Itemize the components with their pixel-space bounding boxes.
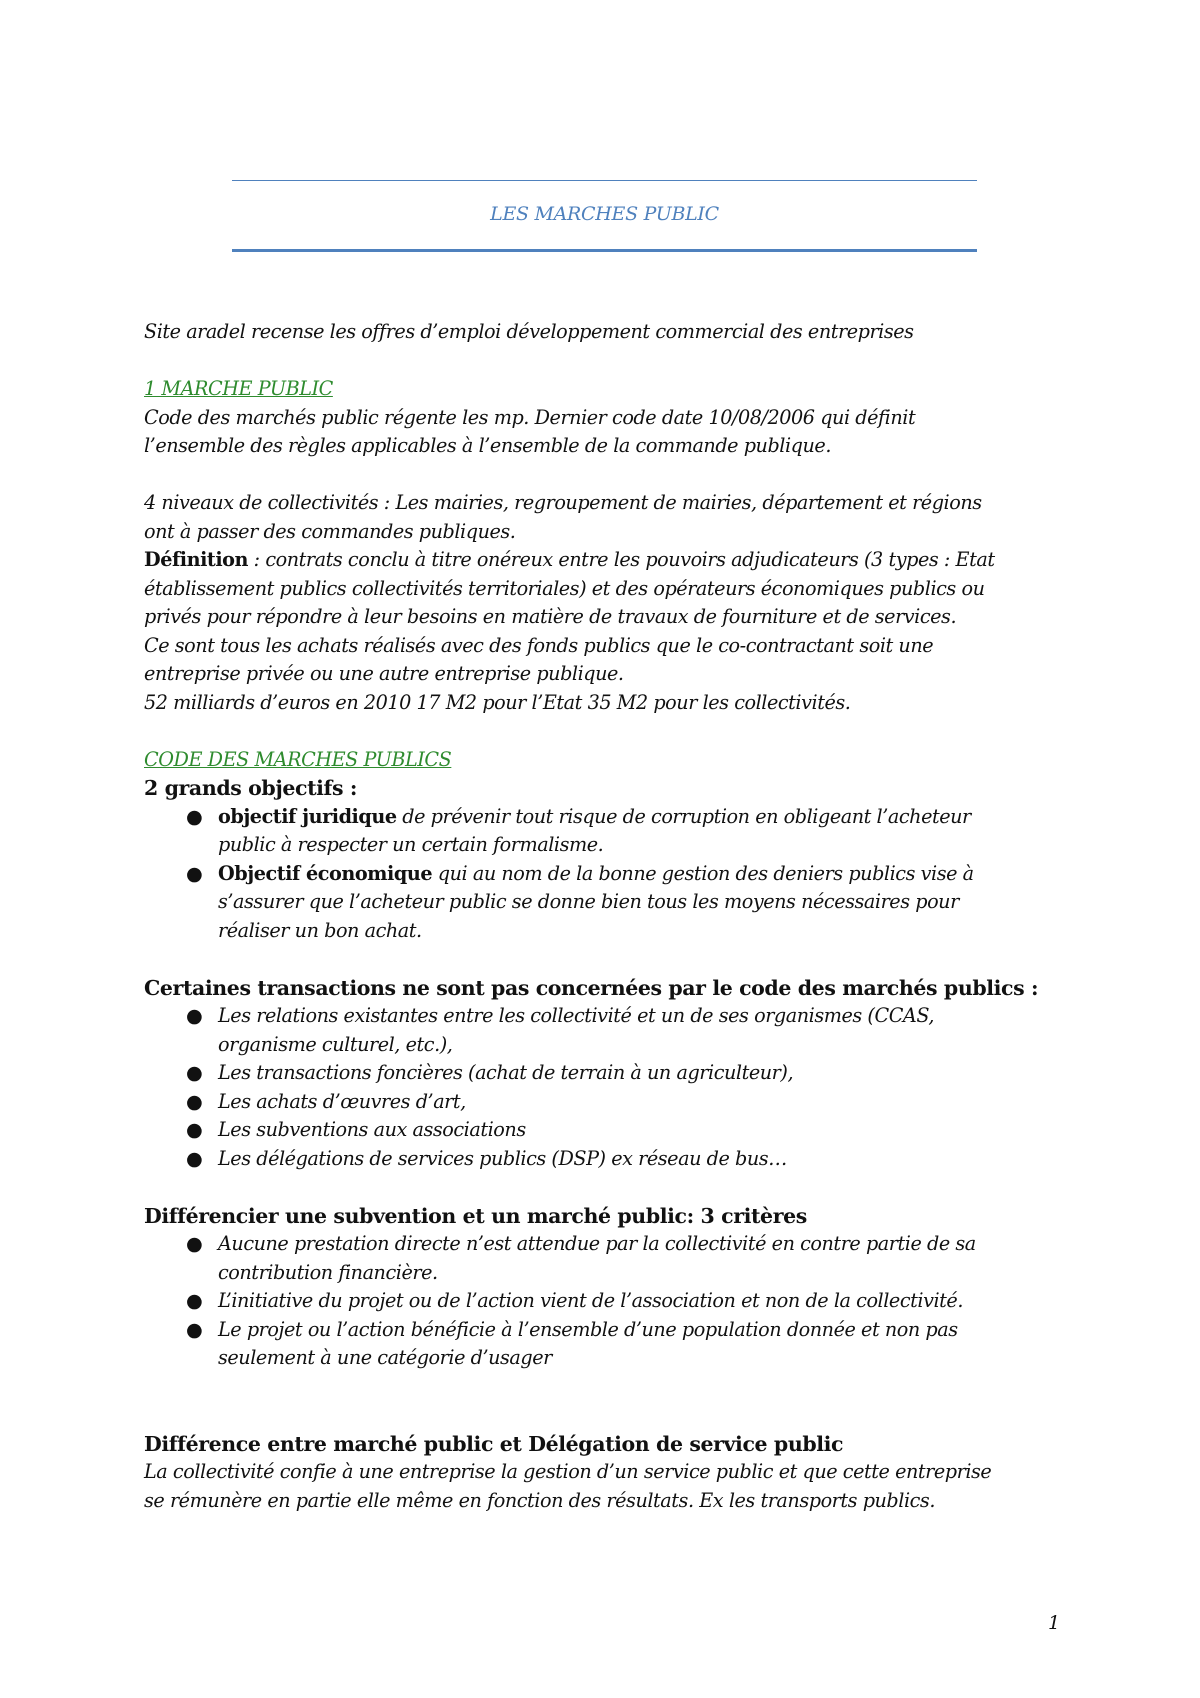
section-heading-transactions: Certaines transactions ne sont pas concernées par le code des marchés publics : — [144, 975, 1039, 1000]
paragraph-line: 4 niveaux de collectivités : Les mairies, regroupement de mairies, département et régions — [144, 491, 982, 514]
bullet-icon: ● — [186, 1004, 203, 1027]
paragraph-line: Ce sont tous les achats réalisés avec des fonds publics que le co-contractant soit une — [144, 633, 934, 657]
document-body — [144, 318, 1064, 1515]
objective-label: Objectif économique — [218, 861, 433, 885]
paragraph-line: entreprise privée ou une autre entreprise publique. — [144, 662, 624, 685]
list-item: ● Les transactions foncières (achat de terrain à un agriculteur), — [144, 1059, 1064, 1088]
section-heading-marche-public: 1 MARCHE PUBLIC — [144, 377, 333, 400]
list-item: ● Le projet ou l’action bénéficie à l’ensemble d’une population donnée et non pas seulement à une catégorie d’usager — [186, 1317, 958, 1369]
objective-text-cont: public à respecter un certain formalisme. — [218, 833, 604, 856]
section-heading-code-marches: CODE DES MARCHES PUBLICS — [144, 747, 452, 771]
criteria-list — [144, 1230, 1064, 1373]
bullet-icon: ● — [186, 1118, 203, 1141]
objective-text-cont: s’assurer que l’acheteur public se donne bien tous les moyens nécessaires pour — [218, 890, 959, 913]
definition-label: Définition — [144, 548, 249, 571]
paragraph-line: ont à passer des commandes publiques. — [144, 519, 516, 543]
list-item: ● L’initiative du projet ou de l’action vient de l’association et non de la collectivité. — [144, 1287, 1064, 1316]
document-title: LES MARCHES PUBLIC — [490, 203, 719, 225]
list-item — [144, 803, 1064, 860]
bullet-icon: ● — [186, 1089, 203, 1113]
bullet-icon: ● — [186, 1317, 203, 1341]
paragraph-line: privés pour répondre à leur besoins en matière de travaux de fourniture et de services. — [144, 605, 957, 628]
title-bottom-rule — [232, 249, 977, 252]
list-item: ● Aucune prestation directe n’est attendue par la collectivité en contre partie de sa contribution financière. — [186, 1232, 976, 1284]
title-top-rule — [232, 180, 977, 181]
paragraph-line: l’ensemble des règles applicables à l’ensemble de la commande publique. — [144, 434, 831, 457]
list-item: ● Les achats d’œuvres d’art, — [144, 1088, 1064, 1117]
paragraph-line: établissement publics collectivités territoriales) et des opérateurs économiques publics ou — [144, 576, 985, 600]
intro-line: Site aradel recense les offres d’emploi développement commercial des entreprises — [144, 320, 914, 343]
list-item: ● Les délégations de services publics (DSP) ex réseau de bus… — [144, 1145, 1064, 1174]
list-item — [144, 860, 1064, 946]
paragraph-line: se rémunère en partie elle même en fonction des résultats. Ex les transports publics. — [144, 1488, 935, 1512]
bullet-icon: ● — [186, 1061, 203, 1084]
subheading-objectifs: 2 grands objectifs : — [144, 776, 358, 800]
list-item: ● Les relations existantes entre les collectivité et un de ses organismes (CCAS, organisme culturel, etc.), — [186, 1004, 934, 1056]
objective-text: de prévenir tout risque de corruption en obligeant l’acheteur — [396, 804, 971, 828]
bullet-icon: ● — [186, 804, 203, 828]
transactions-list — [144, 1002, 1064, 1173]
definition-line — [144, 546, 1064, 575]
definition-text: : contrats conclu à titre onéreux entre les pouvoirs adjudicateurs (3 types : Etat — [248, 548, 995, 571]
bullet-icon: ● — [186, 1289, 203, 1312]
objective-text-cont: réaliser un bon achat. — [218, 918, 422, 942]
list-item: ● Les subventions aux associations — [144, 1116, 1064, 1145]
section-heading-dsp: Différence entre marché public et Délégation de service public — [144, 1431, 844, 1456]
bullet-icon: ● — [186, 1232, 203, 1255]
paragraph-line: Code des marchés public régente les mp. Dernier code date 10/08/2006 qui définit — [144, 405, 916, 429]
bullet-icon: ● — [186, 861, 203, 885]
objectives-list — [144, 803, 1064, 946]
page-number: 1 — [1048, 1612, 1061, 1634]
paragraph-line: 52 milliards d’euros en 2010 17 M2 pour l’Etat 35 M2 pour les collectivités. — [144, 690, 851, 714]
paragraph-line: La collectivité confie à une entreprise la gestion d’un service public et que cette entreprise — [144, 1460, 992, 1483]
section-heading-subvention: Différencier une subvention et un marché public: 3 critères — [144, 1203, 807, 1228]
bullet-icon: ● — [186, 1146, 203, 1170]
objective-label: objectif juridique — [218, 804, 397, 828]
objective-text: qui au nom de la bonne gestion des deniers publics vise à — [432, 861, 974, 885]
